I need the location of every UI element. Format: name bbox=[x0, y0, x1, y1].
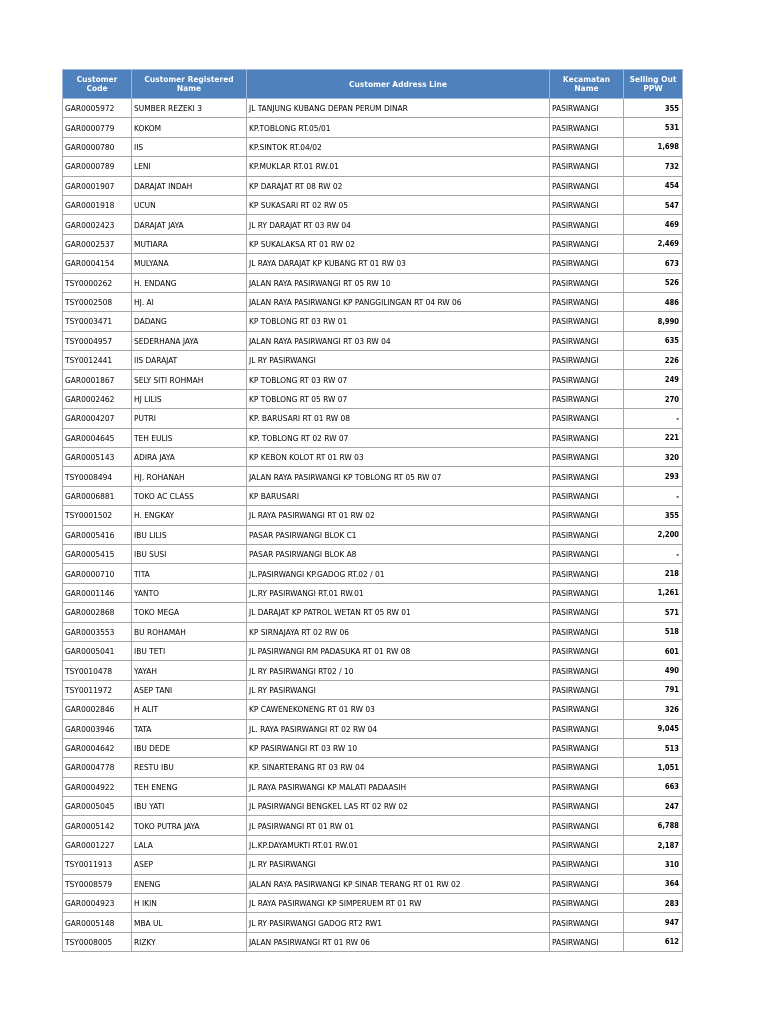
kecamatan-cell: PASIRWANGI bbox=[550, 486, 624, 505]
table-row bbox=[63, 894, 683, 913]
selling-out-cell: 635 bbox=[624, 331, 683, 350]
address-cell: JL RY PASIRWANGI bbox=[247, 855, 550, 874]
kecamatan-cell: PASIRWANGI bbox=[550, 932, 624, 951]
selling-out-cell: 226 bbox=[624, 351, 683, 370]
selling-out-cell: 947 bbox=[624, 913, 683, 932]
table-row bbox=[63, 932, 683, 951]
address-cell: JALAN RAYA PASIRWANGI KP TOBLONG RT 05 RW 07 bbox=[247, 467, 550, 486]
kecamatan-cell: PASIRWANGI bbox=[550, 448, 624, 467]
customer-code-cell: TSY0004957 bbox=[63, 331, 132, 350]
kecamatan-cell: PASIRWANGI bbox=[550, 467, 624, 486]
customer-name-cell: TOKO PUTRA JAYA bbox=[132, 816, 247, 835]
selling-out-cell: 2,187 bbox=[624, 835, 683, 854]
kecamatan-cell: PASIRWANGI bbox=[550, 622, 624, 641]
table-row bbox=[63, 428, 683, 447]
customer-name-cell: HJ LILIS bbox=[132, 389, 247, 408]
address-cell: PASAR PASIRWANGI BLOK A8 bbox=[247, 544, 550, 563]
customer-name-cell: MBA UL bbox=[132, 913, 247, 932]
customer-name-cell: ASEP bbox=[132, 855, 247, 874]
selling-out-cell: 663 bbox=[624, 777, 683, 796]
selling-out-cell: 1,698 bbox=[624, 137, 683, 156]
customer-code-cell: GAR0005045 bbox=[63, 797, 132, 816]
table-row bbox=[63, 661, 683, 680]
selling-out-cell: 355 bbox=[624, 99, 683, 118]
customer-name-cell: RESTU IBU bbox=[132, 758, 247, 777]
customer-name-cell: H IKIN bbox=[132, 894, 247, 913]
customer-name-cell: TEH EULIS bbox=[132, 428, 247, 447]
table-row bbox=[63, 719, 683, 738]
table-row bbox=[63, 195, 683, 214]
table-row bbox=[63, 913, 683, 932]
table-row bbox=[63, 564, 683, 583]
kecamatan-cell: PASIRWANGI bbox=[550, 273, 624, 292]
address-cell: JL.PASIRWANGI KP.GADOG RT.02 / 01 bbox=[247, 564, 550, 583]
address-cell: JL RY DARAJAT RT 03 RW 04 bbox=[247, 215, 550, 234]
selling-out-cell: 2,469 bbox=[624, 234, 683, 253]
customer-name-cell: SUMBER REZEKI 3 bbox=[132, 99, 247, 118]
selling-out-cell: 1,051 bbox=[624, 758, 683, 777]
selling-out-cell: 9,045 bbox=[624, 719, 683, 738]
address-cell: JALAN RAYA PASIRWANGI KP SINAR TERANG RT 01 RW 02 bbox=[247, 874, 550, 893]
customer-code-cell: TSY0008579 bbox=[63, 874, 132, 893]
customer-code-cell: GAR0003946 bbox=[63, 719, 132, 738]
customer-code-cell: GAR0000710 bbox=[63, 564, 132, 583]
kecamatan-cell: PASIRWANGI bbox=[550, 758, 624, 777]
kecamatan-cell: PASIRWANGI bbox=[550, 215, 624, 234]
address-cell: JL RAYA PASIRWANGI RT 01 RW 02 bbox=[247, 506, 550, 525]
table-row bbox=[63, 680, 683, 699]
address-cell: JALAN RAYA PASIRWANGI KP PANGGILINGAN RT 04 RW 06 bbox=[247, 292, 550, 311]
customer-name-cell: ASEP TANI bbox=[132, 680, 247, 699]
customer-code-cell: GAR0004645 bbox=[63, 428, 132, 447]
selling-out-cell: 320 bbox=[624, 448, 683, 467]
customer-code-cell: TSY0003471 bbox=[63, 312, 132, 331]
kecamatan-cell: PASIRWANGI bbox=[550, 331, 624, 350]
table-row bbox=[63, 118, 683, 137]
customer-name-cell: IBU YATI bbox=[132, 797, 247, 816]
table-row bbox=[63, 467, 683, 486]
table-row bbox=[63, 215, 683, 234]
address-cell: JL RY PASIRWANGI bbox=[247, 351, 550, 370]
header-selling-out-ppw: Selling Out PPW bbox=[624, 70, 683, 99]
header-row bbox=[63, 70, 683, 99]
selling-out-cell: 513 bbox=[624, 738, 683, 757]
customer-name-cell: H ALIT bbox=[132, 700, 247, 719]
table-row bbox=[63, 99, 683, 118]
kecamatan-cell: PASIRWANGI bbox=[550, 855, 624, 874]
kecamatan-cell: PASIRWANGI bbox=[550, 661, 624, 680]
table-row bbox=[63, 622, 683, 641]
table-row bbox=[63, 351, 683, 370]
address-cell: JL PASIRWANGI RT 01 RW 01 bbox=[247, 816, 550, 835]
customer-code-cell: TSY0002508 bbox=[63, 292, 132, 311]
customer-code-cell: GAR0004778 bbox=[63, 758, 132, 777]
customer-name-cell: DARAJAT JAYA bbox=[132, 215, 247, 234]
customer-name-cell: SEDERHANA JAYA bbox=[132, 331, 247, 350]
selling-out-cell: 364 bbox=[624, 874, 683, 893]
address-cell: JL RY PASIRWANGI RT02 / 10 bbox=[247, 661, 550, 680]
address-cell: JL PASIRWANGI BENGKEL LAS RT 02 RW 02 bbox=[247, 797, 550, 816]
selling-out-cell: 1,261 bbox=[624, 583, 683, 602]
kecamatan-cell: PASIRWANGI bbox=[550, 370, 624, 389]
customer-name-cell: LENI bbox=[132, 157, 247, 176]
customer-name-cell: MULYANA bbox=[132, 254, 247, 273]
customer-name-cell: HJ. ROHANAH bbox=[132, 467, 247, 486]
address-cell: JL RAYA DARAJAT KP KUBANG RT 01 RW 03 bbox=[247, 254, 550, 273]
kecamatan-cell: PASIRWANGI bbox=[550, 351, 624, 370]
table-row bbox=[63, 525, 683, 544]
selling-out-cell: 547 bbox=[624, 195, 683, 214]
customer-name-cell: LALA bbox=[132, 835, 247, 854]
selling-out-cell: 526 bbox=[624, 273, 683, 292]
kecamatan-cell: PASIRWANGI bbox=[550, 99, 624, 118]
customer-code-cell: GAR0002423 bbox=[63, 215, 132, 234]
table-row bbox=[63, 292, 683, 311]
customer-code-cell: GAR0001146 bbox=[63, 583, 132, 602]
customer-name-cell: MUTIARA bbox=[132, 234, 247, 253]
customer-code-cell: GAR0001867 bbox=[63, 370, 132, 389]
customer-code-cell: GAR0005415 bbox=[63, 544, 132, 563]
kecamatan-cell: PASIRWANGI bbox=[550, 641, 624, 660]
customer-code-cell: GAR0002537 bbox=[63, 234, 132, 253]
selling-out-cell: 2,200 bbox=[624, 525, 683, 544]
address-cell: KP.TOBLONG RT.05/01 bbox=[247, 118, 550, 137]
customer-code-cell: GAR0000779 bbox=[63, 118, 132, 137]
selling-out-cell: 571 bbox=[624, 603, 683, 622]
selling-out-cell: 518 bbox=[624, 622, 683, 641]
table-row bbox=[63, 603, 683, 622]
table-row bbox=[63, 641, 683, 660]
customer-code-cell: TSY0011972 bbox=[63, 680, 132, 699]
table-row bbox=[63, 157, 683, 176]
kecamatan-cell: PASIRWANGI bbox=[550, 157, 624, 176]
customer-code-cell: GAR0002846 bbox=[63, 700, 132, 719]
customer-name-cell: DARAJAT INDAH bbox=[132, 176, 247, 195]
customer-name-cell: TEH ENENG bbox=[132, 777, 247, 796]
customer-code-cell: GAR0002868 bbox=[63, 603, 132, 622]
kecamatan-cell: PASIRWANGI bbox=[550, 389, 624, 408]
selling-out-cell: 249 bbox=[624, 370, 683, 389]
customer-code-cell: GAR0005143 bbox=[63, 448, 132, 467]
table-row bbox=[63, 448, 683, 467]
selling-out-cell: 355 bbox=[624, 506, 683, 525]
kecamatan-cell: PASIRWANGI bbox=[550, 506, 624, 525]
kecamatan-cell: PASIRWANGI bbox=[550, 835, 624, 854]
customer-code-cell: GAR0005142 bbox=[63, 816, 132, 835]
customer-code-cell: GAR0005041 bbox=[63, 641, 132, 660]
address-cell: JALAN RAYA PASIRWANGI RT 03 RW 04 bbox=[247, 331, 550, 350]
kecamatan-cell: PASIRWANGI bbox=[550, 292, 624, 311]
header-customer-registered-name: Customer Registered Name bbox=[132, 70, 247, 99]
selling-out-cell: 283 bbox=[624, 894, 683, 913]
customer-name-cell: H. ENGKAY bbox=[132, 506, 247, 525]
customer-code-cell: GAR0005148 bbox=[63, 913, 132, 932]
address-cell: KP SUKALAKSA RT 01 RW 02 bbox=[247, 234, 550, 253]
address-cell: KP. SINARTERANG RT 03 RW 04 bbox=[247, 758, 550, 777]
address-cell: KP. TOBLONG RT 02 RW 07 bbox=[247, 428, 550, 447]
table-row bbox=[63, 816, 683, 835]
table-row bbox=[63, 758, 683, 777]
kecamatan-cell: PASIRWANGI bbox=[550, 894, 624, 913]
selling-out-cell: 221 bbox=[624, 428, 683, 447]
customer-name-cell: ADIRA JAYA bbox=[132, 448, 247, 467]
table-row bbox=[63, 797, 683, 816]
kecamatan-cell: PASIRWANGI bbox=[550, 913, 624, 932]
table-row bbox=[63, 855, 683, 874]
customer-name-cell: TOKO MEGA bbox=[132, 603, 247, 622]
selling-out-cell: 454 bbox=[624, 176, 683, 195]
kecamatan-cell: PASIRWANGI bbox=[550, 409, 624, 428]
kecamatan-cell: PASIRWANGI bbox=[550, 118, 624, 137]
selling-out-cell: 732 bbox=[624, 157, 683, 176]
customer-name-cell: YANTO bbox=[132, 583, 247, 602]
header-customer-code: Customer Code bbox=[63, 70, 132, 99]
customer-code-cell: TSY0000262 bbox=[63, 273, 132, 292]
table-row bbox=[63, 874, 683, 893]
customer-name-cell: H. ENDANG bbox=[132, 273, 247, 292]
header-kecamatan-name: Kecamatan Name bbox=[550, 70, 624, 99]
address-cell: JL PASIRWANGI RM PADASUKA RT 01 RW 08 bbox=[247, 641, 550, 660]
address-cell: KP SIRNAJAYA RT 02 RW 06 bbox=[247, 622, 550, 641]
address-cell: PASAR PASIRWANGI BLOK C1 bbox=[247, 525, 550, 544]
selling-out-cell: 791 bbox=[624, 680, 683, 699]
kecamatan-cell: PASIRWANGI bbox=[550, 738, 624, 757]
table-row bbox=[63, 506, 683, 525]
address-cell: JL RAYA PASIRWANGI KP MALATI PADAASIH bbox=[247, 777, 550, 796]
address-cell: KP BARUSARI bbox=[247, 486, 550, 505]
customer-name-cell: DADANG bbox=[132, 312, 247, 331]
customer-name-cell: IBU TETI bbox=[132, 641, 247, 660]
address-cell: KP CAWENEKONENG RT 01 RW 03 bbox=[247, 700, 550, 719]
kecamatan-cell: PASIRWANGI bbox=[550, 312, 624, 331]
kecamatan-cell: PASIRWANGI bbox=[550, 603, 624, 622]
selling-out-cell: 8,990 bbox=[624, 312, 683, 331]
selling-out-cell: 247 bbox=[624, 797, 683, 816]
selling-out-cell: 490 bbox=[624, 661, 683, 680]
kecamatan-cell: PASIRWANGI bbox=[550, 583, 624, 602]
kecamatan-cell: PASIRWANGI bbox=[550, 176, 624, 195]
address-cell: KP.MUKLAR RT.01 RW.01 bbox=[247, 157, 550, 176]
customer-name-cell: YAYAH bbox=[132, 661, 247, 680]
customer-code-cell: GAR0001227 bbox=[63, 835, 132, 854]
address-cell: JL. RAYA PASIRWANGI RT 02 RW 04 bbox=[247, 719, 550, 738]
selling-out-cell: 531 bbox=[624, 118, 683, 137]
selling-out-cell: 293 bbox=[624, 467, 683, 486]
kecamatan-cell: PASIRWANGI bbox=[550, 137, 624, 156]
selling-out-cell: 6,788 bbox=[624, 816, 683, 835]
customer-table bbox=[62, 69, 683, 952]
address-cell: JL RY PASIRWANGI bbox=[247, 680, 550, 699]
address-cell: KP TOBLONG RT 03 RW 07 bbox=[247, 370, 550, 389]
customer-name-cell: TITA bbox=[132, 564, 247, 583]
customer-name-cell: KOKOM bbox=[132, 118, 247, 137]
address-cell: JL.KP.DAYAMUKTI RT.01 RW.01 bbox=[247, 835, 550, 854]
customer-code-cell: TSY0001502 bbox=[63, 506, 132, 525]
customer-code-cell: GAR0004923 bbox=[63, 894, 132, 913]
kecamatan-cell: PASIRWANGI bbox=[550, 680, 624, 699]
selling-out-cell: 486 bbox=[624, 292, 683, 311]
customer-code-cell: GAR0000789 bbox=[63, 157, 132, 176]
address-cell: JALAN PASIRWANGI RT 01 RW 06 bbox=[247, 932, 550, 951]
selling-out-cell: 218 bbox=[624, 564, 683, 583]
customer-code-cell: GAR0004207 bbox=[63, 409, 132, 428]
customer-code-cell: TSY0010478 bbox=[63, 661, 132, 680]
address-cell: JL RY PASIRWANGI GADOG RT2 RW1 bbox=[247, 913, 550, 932]
selling-out-cell: 601 bbox=[624, 641, 683, 660]
address-cell: KP. BARUSARI RT 01 RW 08 bbox=[247, 409, 550, 428]
customer-sheet bbox=[62, 69, 682, 952]
kecamatan-cell: PASIRWANGI bbox=[550, 234, 624, 253]
table-row bbox=[63, 273, 683, 292]
kecamatan-cell: PASIRWANGI bbox=[550, 564, 624, 583]
table-row bbox=[63, 254, 683, 273]
kecamatan-cell: PASIRWANGI bbox=[550, 195, 624, 214]
customer-code-cell: GAR0002462 bbox=[63, 389, 132, 408]
table-row bbox=[63, 486, 683, 505]
customer-name-cell: TATA bbox=[132, 719, 247, 738]
customer-code-cell: GAR0006881 bbox=[63, 486, 132, 505]
address-cell: KP SUKASARI RT 02 RW 05 bbox=[247, 195, 550, 214]
customer-name-cell: IIS DARAJAT bbox=[132, 351, 247, 370]
kecamatan-cell: PASIRWANGI bbox=[550, 816, 624, 835]
kecamatan-cell: PASIRWANGI bbox=[550, 777, 624, 796]
customer-code-cell: GAR0005972 bbox=[63, 99, 132, 118]
address-cell: KP TOBLONG RT 05 RW 07 bbox=[247, 389, 550, 408]
address-cell: KP PASIRWANGI RT 03 RW 10 bbox=[247, 738, 550, 757]
selling-out-cell: 326 bbox=[624, 700, 683, 719]
table-row bbox=[63, 409, 683, 428]
customer-code-cell: GAR0001907 bbox=[63, 176, 132, 195]
customer-name-cell: IBU LILIS bbox=[132, 525, 247, 544]
customer-code-cell: GAR0005416 bbox=[63, 525, 132, 544]
table-row bbox=[63, 137, 683, 156]
customer-name-cell: SELY SITI ROHMAH bbox=[132, 370, 247, 389]
customer-name-cell: BU ROHAMAH bbox=[132, 622, 247, 641]
address-cell: KP TOBLONG RT 03 RW 01 bbox=[247, 312, 550, 331]
selling-out-cell: 469 bbox=[624, 215, 683, 234]
table-row bbox=[63, 331, 683, 350]
kecamatan-cell: PASIRWANGI bbox=[550, 254, 624, 273]
address-cell: JL.RY PASIRWANGI RT.01 RW.01 bbox=[247, 583, 550, 602]
customer-name-cell: PUTRI bbox=[132, 409, 247, 428]
kecamatan-cell: PASIRWANGI bbox=[550, 719, 624, 738]
selling-out-cell: 673 bbox=[624, 254, 683, 273]
table-row bbox=[63, 389, 683, 408]
table-row bbox=[63, 738, 683, 757]
customer-name-cell: IBU SUSI bbox=[132, 544, 247, 563]
selling-out-cell: - bbox=[624, 544, 683, 563]
kecamatan-cell: PASIRWANGI bbox=[550, 544, 624, 563]
customer-code-cell: GAR0004922 bbox=[63, 777, 132, 796]
customer-name-cell: RIZKY bbox=[132, 932, 247, 951]
customer-code-cell: TSY0011913 bbox=[63, 855, 132, 874]
customer-name-cell: UCUN bbox=[132, 195, 247, 214]
customer-code-cell: GAR0000780 bbox=[63, 137, 132, 156]
customer-name-cell: IBU DEDE bbox=[132, 738, 247, 757]
address-cell: JL RAYA PASIRWANGI KP SIMPERUEM RT 01 RW bbox=[247, 894, 550, 913]
address-cell: KP KEBON KOLOT RT 01 RW 03 bbox=[247, 448, 550, 467]
customer-code-cell: TSY0012441 bbox=[63, 351, 132, 370]
customer-name-cell: IIS bbox=[132, 137, 247, 156]
table-row bbox=[63, 312, 683, 331]
kecamatan-cell: PASIRWANGI bbox=[550, 428, 624, 447]
selling-out-cell: 612 bbox=[624, 932, 683, 951]
address-cell: JALAN RAYA PASIRWANGI RT 05 RW 10 bbox=[247, 273, 550, 292]
selling-out-cell: 310 bbox=[624, 855, 683, 874]
selling-out-cell: - bbox=[624, 486, 683, 505]
address-cell: JL TANJUNG KUBANG DEPAN PERUM DINAR bbox=[247, 99, 550, 118]
customer-name-cell: ENENG bbox=[132, 874, 247, 893]
kecamatan-cell: PASIRWANGI bbox=[550, 700, 624, 719]
kecamatan-cell: PASIRWANGI bbox=[550, 525, 624, 544]
customer-code-cell: TSY0008005 bbox=[63, 932, 132, 951]
customer-code-cell: GAR0004642 bbox=[63, 738, 132, 757]
table-row bbox=[63, 777, 683, 796]
header-customer-address-line: Customer Address Line bbox=[247, 70, 550, 99]
customer-name-cell: TOKO AC CLASS bbox=[132, 486, 247, 505]
customer-code-cell: TSY0008494 bbox=[63, 467, 132, 486]
kecamatan-cell: PASIRWANGI bbox=[550, 874, 624, 893]
table-row bbox=[63, 370, 683, 389]
customer-name-cell: HJ. AI bbox=[132, 292, 247, 311]
selling-out-cell: 270 bbox=[624, 389, 683, 408]
address-cell: JL DARAJAT KP PATROL WETAN RT 05 RW 01 bbox=[247, 603, 550, 622]
address-cell: KP.SINTOK RT.04/02 bbox=[247, 137, 550, 156]
customer-code-cell: GAR0004154 bbox=[63, 254, 132, 273]
customer-code-cell: GAR0003553 bbox=[63, 622, 132, 641]
table-body bbox=[63, 99, 683, 952]
selling-out-cell: - bbox=[624, 409, 683, 428]
table-row bbox=[63, 176, 683, 195]
table-row bbox=[63, 234, 683, 253]
table-row bbox=[63, 583, 683, 602]
table-row bbox=[63, 835, 683, 854]
table-row bbox=[63, 700, 683, 719]
kecamatan-cell: PASIRWANGI bbox=[550, 797, 624, 816]
table-row bbox=[63, 544, 683, 563]
customer-code-cell: GAR0001918 bbox=[63, 195, 132, 214]
address-cell: KP DARAJAT RT 08 RW 02 bbox=[247, 176, 550, 195]
